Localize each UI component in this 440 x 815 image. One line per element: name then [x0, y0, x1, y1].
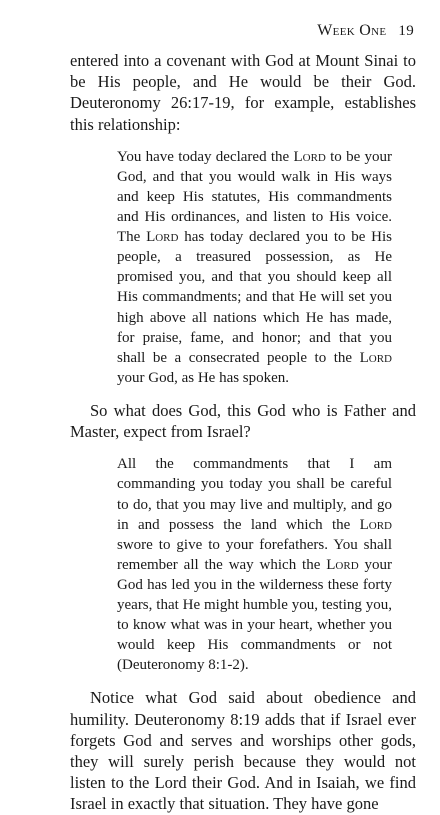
page-number: 19 [398, 23, 414, 39]
running-header [317, 22, 414, 40]
paragraph-2: So what does God, this God who is Father and Master, expect from Israel? [70, 400, 416, 442]
section-label: Week One [317, 22, 387, 39]
page-body [70, 50, 416, 815]
paragraph-3: Notice what God said about obedience and humility. Deuteronomy 8:19 adds that if Israel ever forgets God and serves and worships other gods, they will surely perish because they would not listen to the Lord their God. And in Isaiah, we find Israel in exactly that situation. They have gone [70, 688, 416, 814]
block-quote-2: All the commandments that I am commanding you today you shall be careful to do, that you may live and multiply, and go in and possess the land which the Lord swore to give to your forefathers. You shall remember all the way which the Lord your God has led you in the wilderness these forty years, that He might humble you, testing you, to know what was in your heart, whether you would keep His commandments or not (Deuteronomy 8:1-2). [117, 456, 392, 674]
paragraph-1: entered into a covenant with God at Mount Sinai to be His people, and He would be their God. Deuteronomy 26:17-19, for example, establishes this relationship: [70, 51, 416, 134]
block-quote-1: You have today declared the Lord to be your God, and that you would walk in His ways and keep His statutes, His commandments and His ordinances, and listen to His voice. The Lord has today declared you to be His people, a treasured possession, as He promised you, and that you should keep all His commandments; and that He will set you high above all nations which He has made, for praise, fame, and honor; and that you shall be a consecrated people to the Lord your God, as He has spoken. [117, 148, 392, 386]
